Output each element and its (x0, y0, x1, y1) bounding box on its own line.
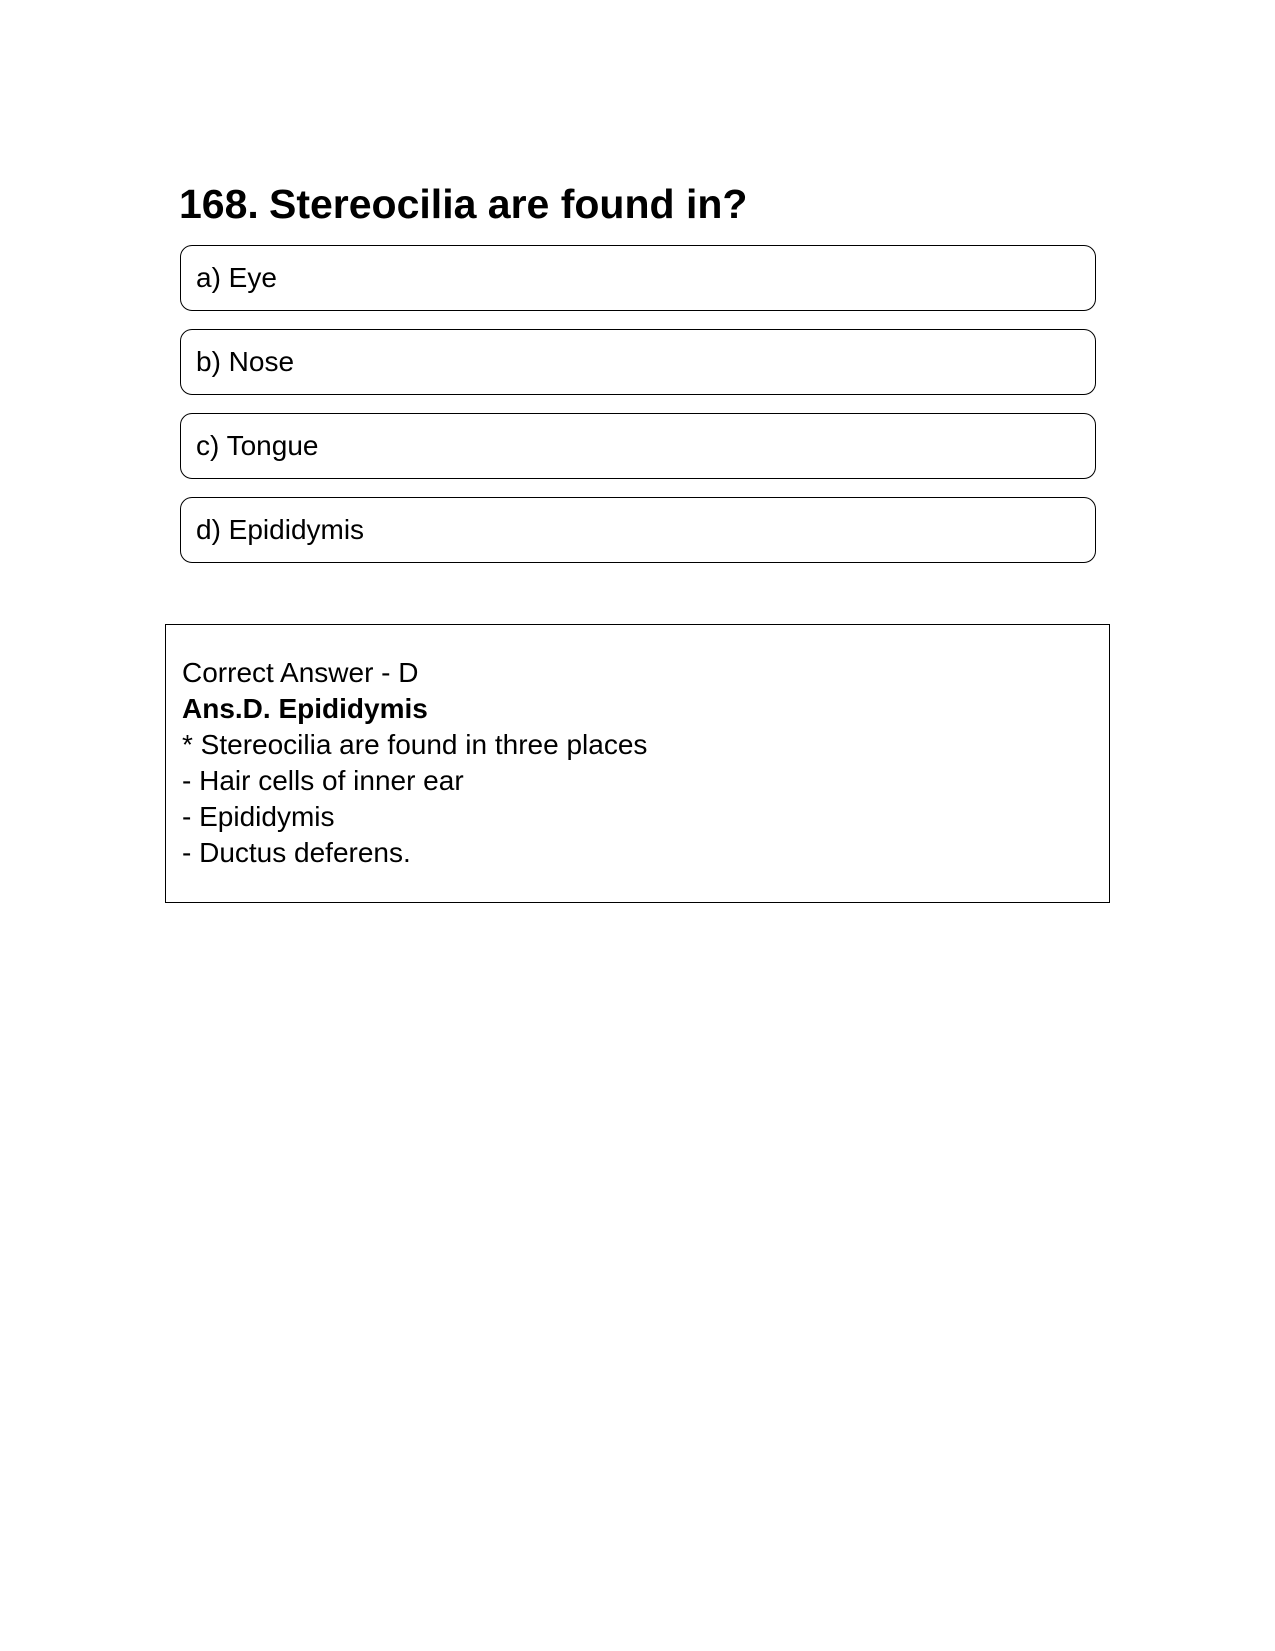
option-c[interactable]: c) Tongue (180, 413, 1096, 479)
question-text: Stereocilia are found in? (269, 181, 748, 227)
question-title (179, 178, 747, 230)
answer-heading: Ans.D. Epididymis (182, 693, 428, 724)
explanation-line: * Stereocilia are found in three places (182, 729, 648, 760)
answer-box (165, 624, 1110, 903)
correct-answer-line: Correct Answer - D (182, 657, 419, 688)
question-number: 168. (179, 181, 259, 227)
option-b[interactable]: b) Nose (180, 329, 1096, 395)
option-a[interactable]: a) Eye (180, 245, 1096, 311)
option-d[interactable]: d) Epididymis (180, 497, 1096, 563)
explanation-line: - Ductus deferens. (182, 837, 411, 868)
explanation-line: - Hair cells of inner ear (182, 765, 464, 796)
explanation-line: - Epididymis (182, 801, 335, 832)
